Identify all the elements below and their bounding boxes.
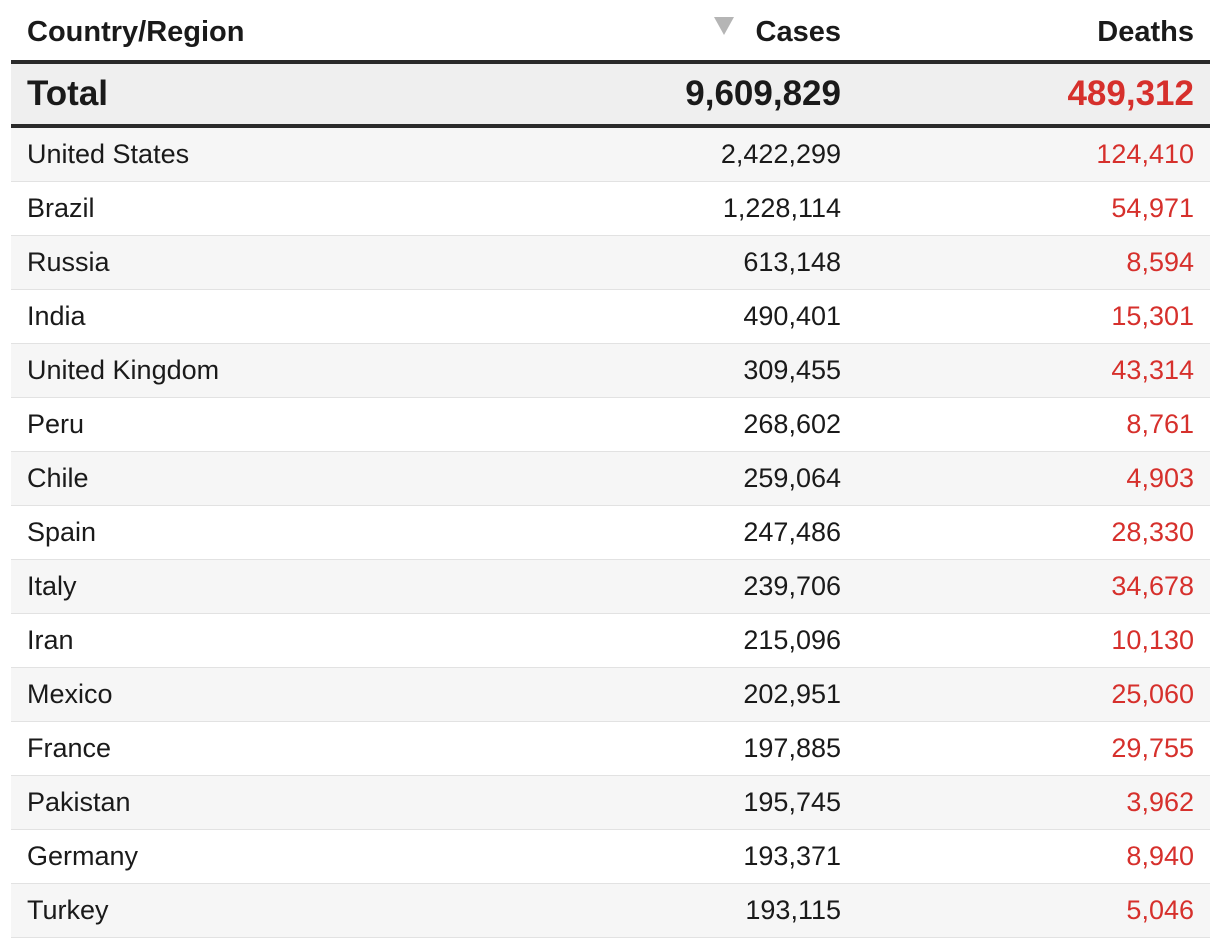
deaths-cell: 15,301	[1111, 301, 1194, 331]
column-header-deaths[interactable]: Deaths	[1097, 15, 1194, 48]
cases-cell: 202,951	[743, 679, 841, 709]
table-row	[11, 776, 1210, 830]
column-header-cases-label[interactable]: Cases	[755, 15, 841, 48]
table-row	[11, 668, 1210, 722]
cases-cell: 215,096	[743, 625, 841, 655]
deaths-cell: 25,060	[1111, 679, 1194, 709]
country-cell: Pakistan	[27, 787, 131, 817]
table-row	[11, 344, 1210, 398]
cases-cell: 193,371	[743, 841, 841, 871]
sort-descending-icon[interactable]	[714, 17, 734, 35]
deaths-cell: 4,903	[1126, 463, 1194, 493]
table-row	[11, 830, 1210, 884]
table-row	[11, 182, 1210, 236]
cases-cell: 195,745	[743, 787, 841, 817]
table-row	[11, 560, 1210, 614]
country-cell: India	[27, 301, 86, 331]
cases-cell: 239,706	[743, 571, 841, 601]
cases-cell: 197,885	[743, 733, 841, 763]
table-row	[11, 506, 1210, 560]
table-row	[11, 884, 1210, 938]
country-cell: Italy	[27, 571, 77, 601]
deaths-cell: 43,314	[1111, 355, 1194, 385]
country-cell: Spain	[27, 517, 97, 547]
country-cell: Russia	[27, 247, 110, 277]
deaths-cell: 29,755	[1111, 733, 1194, 763]
table-row	[11, 128, 1210, 182]
country-cell: Iran	[27, 625, 74, 655]
country-cell: France	[27, 733, 112, 763]
cases-cell: 490,401	[743, 301, 841, 331]
deaths-cell: 10,130	[1111, 625, 1194, 655]
column-header-cases[interactable]	[571, 16, 841, 49]
deaths-cell: 8,761	[1126, 409, 1194, 439]
country-cell: Brazil	[27, 193, 95, 223]
country-cell: Chile	[27, 463, 89, 493]
total-cases: 9,609,829	[685, 74, 841, 113]
table-row	[11, 398, 1210, 452]
total-deaths: 489,312	[1067, 74, 1194, 113]
cases-cell: 193,115	[745, 895, 841, 925]
deaths-cell: 124,410	[1096, 139, 1194, 169]
country-cell: Germany	[27, 841, 139, 871]
deaths-cell: 28,330	[1111, 517, 1194, 547]
deaths-cell: 54,971	[1111, 193, 1194, 223]
cases-cell: 247,486	[743, 517, 841, 547]
deaths-cell: 5,046	[1126, 895, 1194, 925]
table-row	[11, 722, 1210, 776]
total-label: Total	[27, 74, 109, 113]
cases-cell: 2,422,299	[720, 139, 841, 169]
deaths-cell: 3,962	[1126, 787, 1194, 817]
country-cell: Mexico	[27, 679, 113, 709]
table-row	[11, 236, 1210, 290]
covid-cases-table	[11, 0, 1210, 938]
table-body	[11, 128, 1210, 938]
country-cell: Turkey	[27, 895, 109, 925]
cases-cell: 613,148	[743, 247, 841, 277]
country-cell: Peru	[27, 409, 85, 439]
cases-cell: 259,064	[743, 463, 841, 493]
deaths-cell: 8,940	[1126, 841, 1194, 871]
cases-cell: 268,602	[743, 409, 841, 439]
country-cell: United Kingdom	[27, 355, 220, 385]
column-header-country[interactable]: Country/Region	[27, 15, 245, 48]
table-header	[11, 0, 1210, 64]
cases-cell: 1,228,114	[722, 193, 841, 223]
total-row	[11, 64, 1210, 128]
deaths-cell: 8,594	[1126, 247, 1194, 277]
table-row	[11, 614, 1210, 668]
cases-cell: 309,455	[743, 355, 841, 385]
table-row	[11, 452, 1210, 506]
table-row	[11, 290, 1210, 344]
country-cell: United States	[27, 139, 190, 169]
deaths-cell: 34,678	[1111, 571, 1194, 601]
